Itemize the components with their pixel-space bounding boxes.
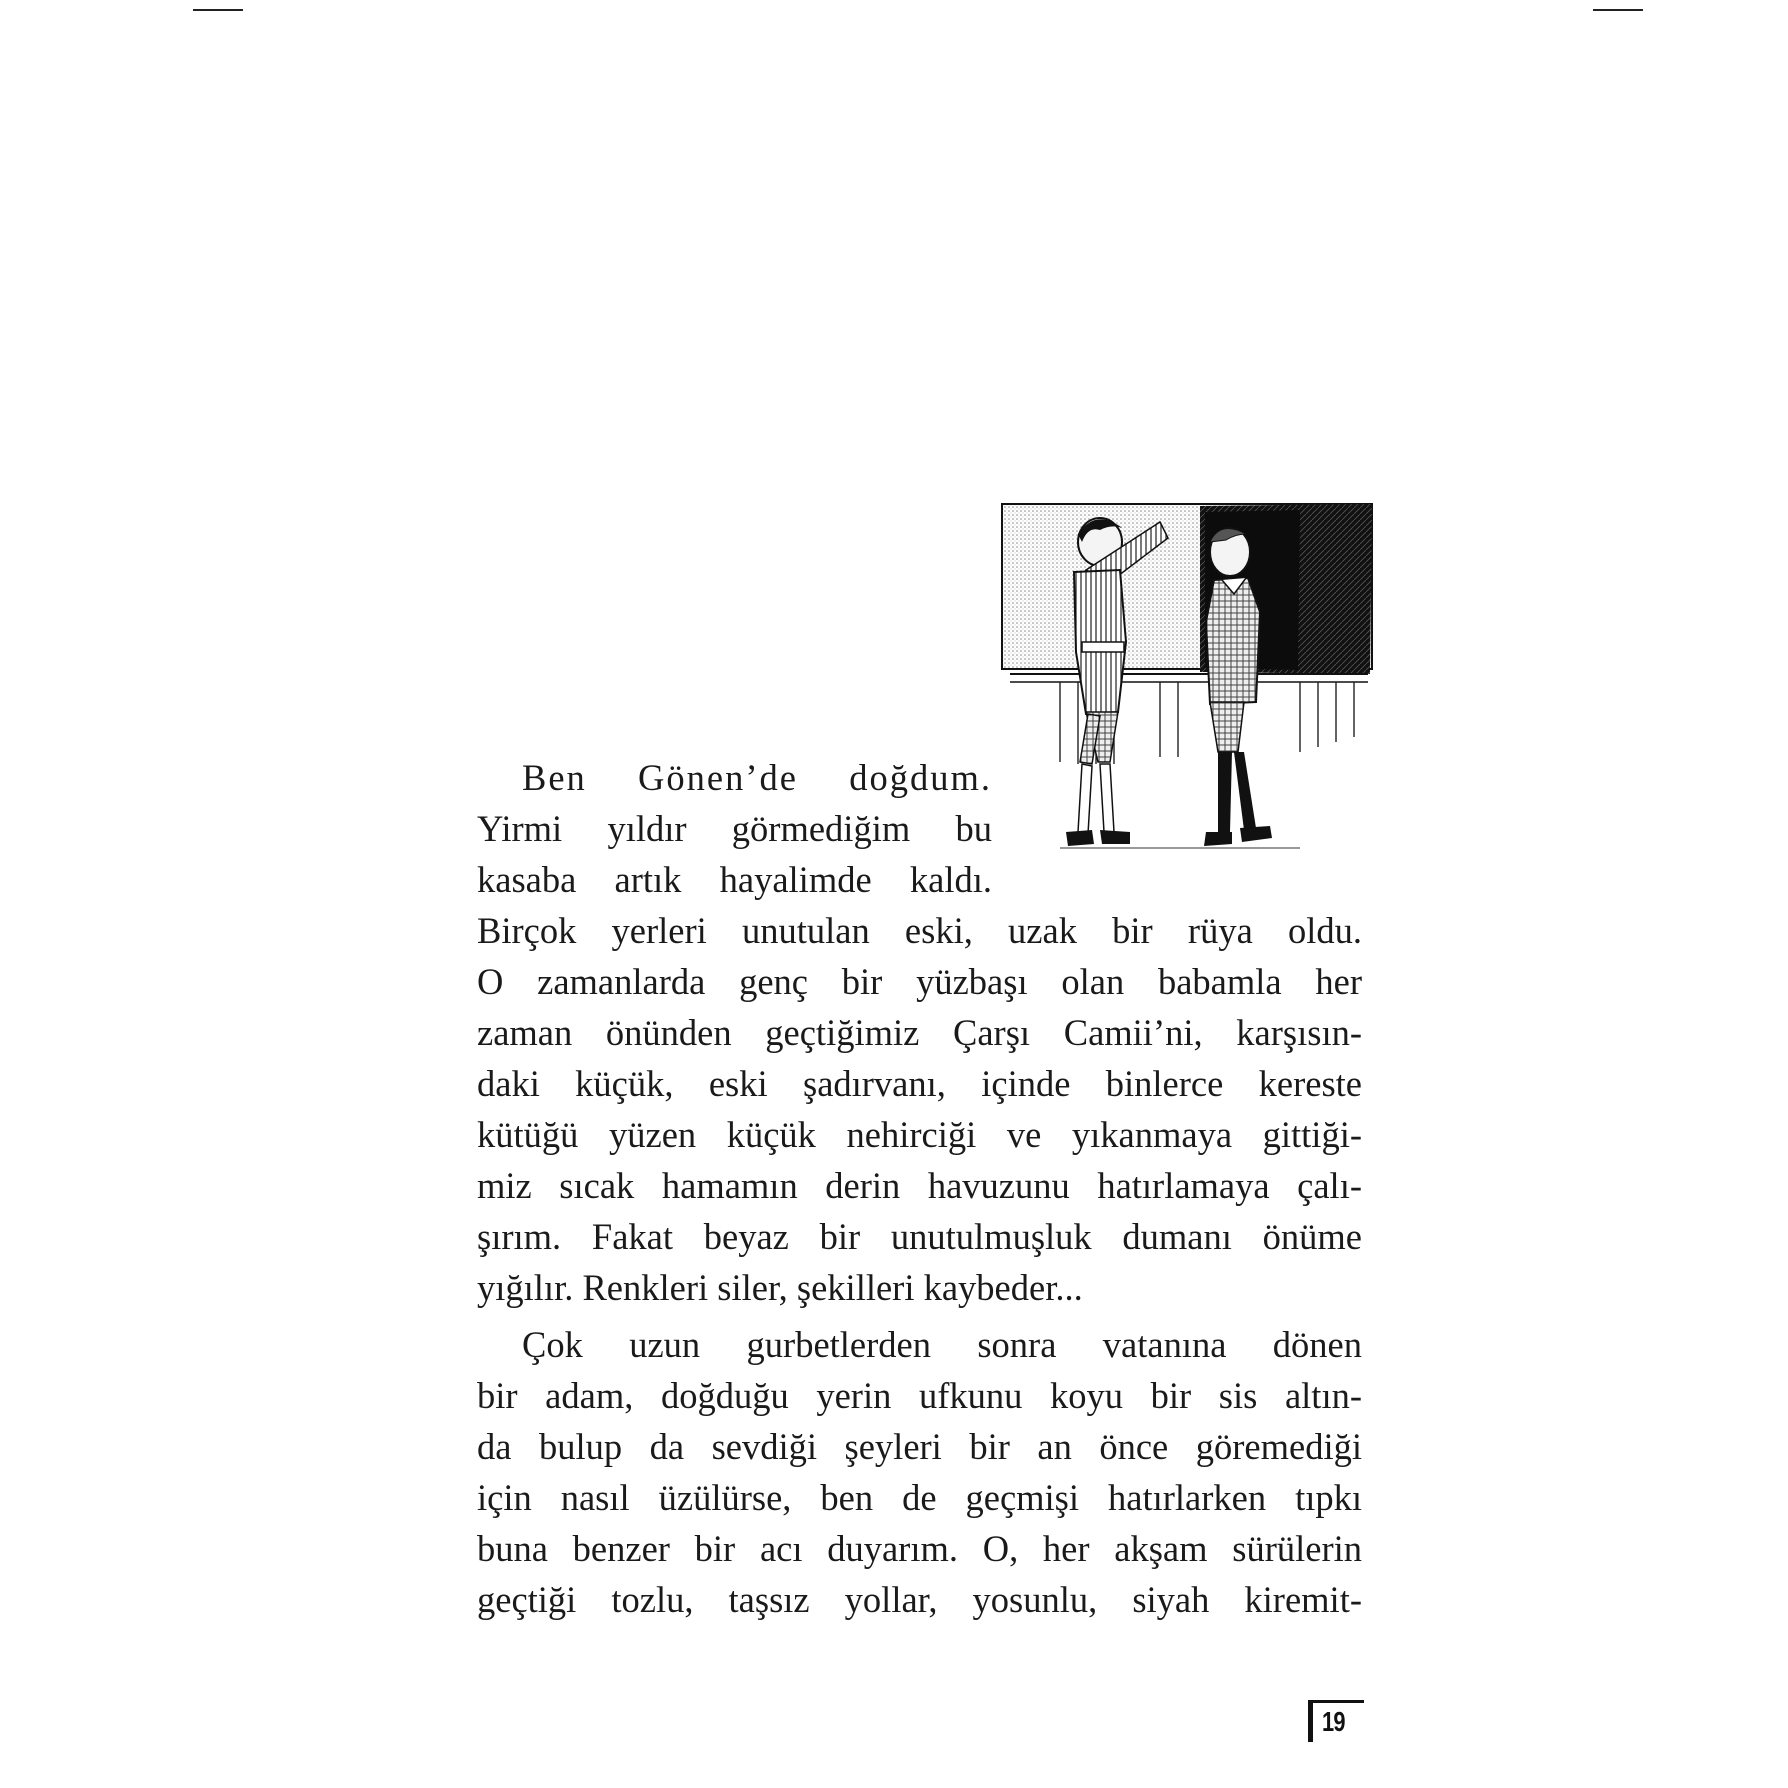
crop-mark-right [1593,9,1643,11]
text-line: Yirmi yıldır görmediğim bu [477,808,992,849]
text-line: O zamanlarda genç bir yüzbaşı olan babamla her [477,961,1362,1002]
folio-rule-vertical [1308,1700,1313,1742]
text-line: şırım. Fakat beyaz bir unutulmuşluk dumanı önüme [477,1216,1362,1257]
text-line: için nasıl üzülürse, ben de geçmişi hatırlarken tıpkı [477,1477,1362,1518]
crop-mark-left [193,9,243,11]
paragraph-1 [477,752,1362,1313]
text-line: kasaba artık hayalimde kaldı. [477,859,992,900]
body-text [477,752,1362,1625]
text-line: geçtiği tozlu, taşsız yollar, yosunlu, siyah kiremit- [477,1579,1362,1620]
text-line: miz sıcak hamamın derin havuzunu hatırlamaya çalı- [477,1165,1362,1206]
text-line: da bulup da sevdiği şeyleri bir an önce göremediği [477,1426,1362,1467]
text-line: Çok uzun gurbetlerden sonra vatanına dönen [522,1324,1362,1365]
text-line: daki küçük, eski şadırvanı, içinde binlerce kereste [477,1063,1362,1104]
page-number-box [1308,1700,1364,1742]
page-number: 19 [1322,1706,1345,1737]
text-line: yığılır. Renkleri siler, şekilleri kaybeder... [477,1267,1083,1308]
folio-rule-horizontal [1308,1700,1364,1703]
text-line: bir adam, doğduğu yerin ufkunu koyu bir sis altın- [477,1375,1362,1416]
text-line: zaman önünden geçtiğimiz Çarşı Camii’ni, karşısın- [477,1012,1362,1053]
text-line: buna benzer bir acı duyarım. O, her akşam sürülerin [477,1528,1362,1569]
text-line: kütüğü yüzen küçük nehirciği ve yıkanmaya gittiği- [477,1114,1362,1155]
paragraph-2 [477,1319,1362,1625]
text-line: Ben Gönen’de doğdum. [522,757,992,798]
text-line: Birçok yerleri unutulan eski, uzak bir rüya oldu. [477,910,1362,951]
